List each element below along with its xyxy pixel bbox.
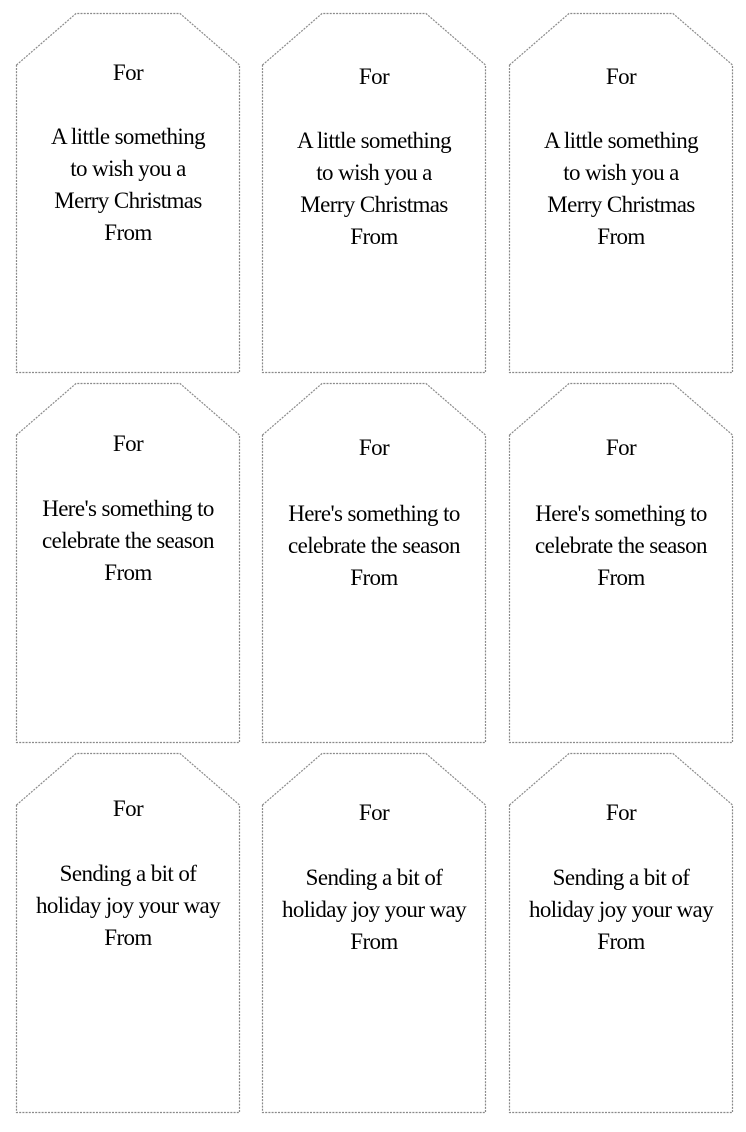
gift-tag-6 bbox=[509, 383, 733, 743]
tag-from-label: From bbox=[597, 224, 645, 249]
gift-tag-7 bbox=[16, 753, 240, 1113]
tag-for-label: For bbox=[605, 435, 637, 460]
tag-from-label: From bbox=[104, 925, 152, 950]
gift-tag-8 bbox=[262, 753, 486, 1113]
tag-message-line: to wish you a bbox=[316, 160, 432, 185]
tag-message bbox=[262, 498, 486, 594]
tag-for-label: For bbox=[112, 60, 144, 85]
tag-message-line: A little something bbox=[296, 128, 452, 153]
tag-message-line: Sending a bit of bbox=[59, 861, 197, 886]
tag-message-line: to wish you a bbox=[70, 156, 186, 181]
tag-from-label: From bbox=[350, 929, 398, 954]
tag-for-label: For bbox=[605, 800, 637, 825]
tag-message-line: Merry Christmas bbox=[300, 192, 448, 217]
tag-for-label: For bbox=[358, 64, 390, 89]
tag-for-label: For bbox=[358, 800, 390, 825]
gift-tag-2 bbox=[262, 13, 486, 373]
tag-message-line: Merry Christmas bbox=[54, 188, 202, 213]
tag-message-line: celebrate the season bbox=[288, 533, 460, 558]
tag-message-line: holiday joy your way bbox=[281, 897, 467, 922]
tag-message bbox=[16, 493, 240, 589]
tag-message bbox=[509, 125, 733, 253]
tag-message-line: to wish you a bbox=[563, 160, 679, 185]
tag-message bbox=[509, 498, 733, 594]
tag-from-label: From bbox=[350, 224, 398, 249]
tag-from-label: From bbox=[104, 560, 152, 585]
tag-from-label: From bbox=[350, 565, 398, 590]
tag-from-label: From bbox=[597, 929, 645, 954]
gift-tag-5 bbox=[262, 383, 486, 743]
tag-message-line: Sending a bit of bbox=[305, 865, 443, 890]
tag-for-label: For bbox=[605, 64, 637, 89]
tag-for-label: For bbox=[112, 431, 144, 456]
tag-message-line: Here's something to bbox=[535, 501, 707, 526]
tag-message bbox=[262, 862, 486, 958]
tag-message-line: celebrate the season bbox=[42, 528, 214, 553]
tag-for-label: For bbox=[358, 435, 390, 460]
tag-from-label: From bbox=[104, 220, 152, 245]
tag-message-line: holiday joy your way bbox=[528, 897, 714, 922]
gift-tag-1 bbox=[16, 13, 240, 373]
tag-message-line: Here's something to bbox=[42, 496, 214, 521]
tag-message-line: holiday joy your way bbox=[35, 893, 221, 918]
tag-message bbox=[262, 125, 486, 253]
gift-tag-9 bbox=[509, 753, 733, 1113]
tag-from-label: From bbox=[597, 565, 645, 590]
tag-message bbox=[16, 121, 240, 249]
tag-message bbox=[509, 862, 733, 958]
tag-message bbox=[16, 858, 240, 954]
tag-message-line: A little something bbox=[543, 128, 699, 153]
tag-message-line: celebrate the season bbox=[535, 533, 707, 558]
tag-for-label: For bbox=[112, 796, 144, 821]
tag-message-line: A little something bbox=[50, 124, 206, 149]
tag-message-line: Merry Christmas bbox=[547, 192, 695, 217]
gift-tag-3 bbox=[509, 13, 733, 373]
gift-tag-4 bbox=[16, 383, 240, 743]
tag-message-line: Here's something to bbox=[288, 501, 460, 526]
tag-message-line: Sending a bit of bbox=[552, 865, 690, 890]
